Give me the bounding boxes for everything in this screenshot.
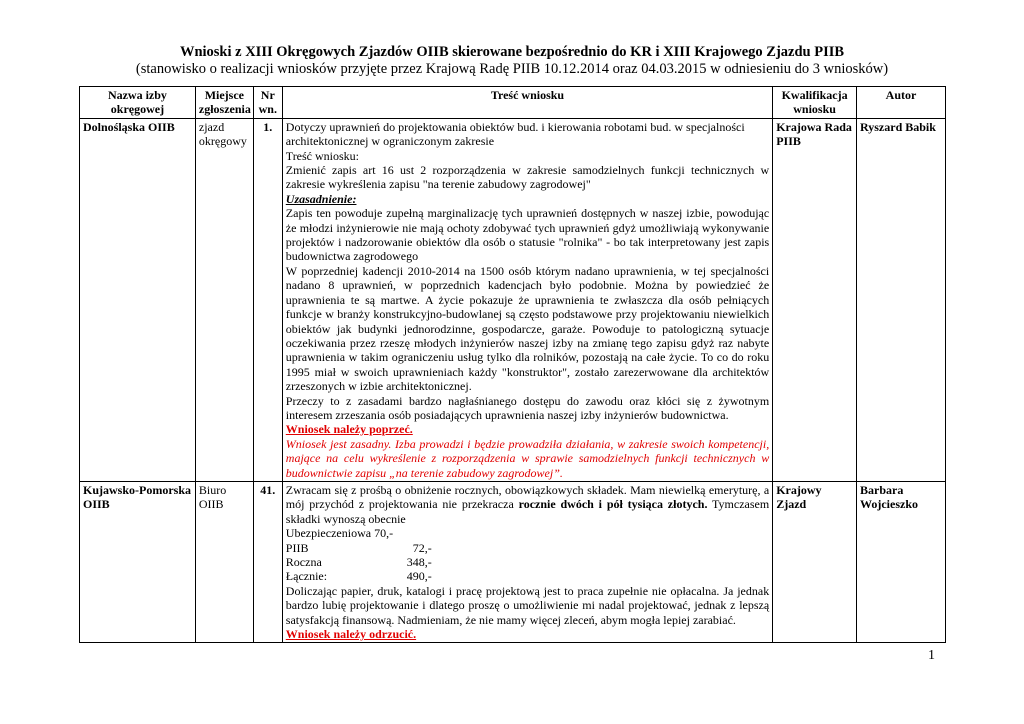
header-tresc: Treść wniosku bbox=[282, 87, 772, 119]
cell-nr: 1. bbox=[253, 118, 282, 481]
table-row bbox=[80, 118, 946, 481]
cell-tresc bbox=[282, 481, 772, 642]
fee-amount: 72,- bbox=[412, 540, 432, 555]
fee-amount: 348,- bbox=[406, 555, 432, 569]
document-title: Wnioski z XIII Okręgowych Zjazdów OIIB skierowane bezpośrednio do KR i XIII Krajowego Zjazdu PIIB bbox=[179, 44, 845, 60]
decision-text: Wniosek należy odrzucić. bbox=[285, 627, 417, 642]
motion-text-bold: rocznie dwóch i pół tysiąca złotych. bbox=[518, 497, 708, 512]
document-subtitle: (stanowisko o realizacji wniosków przyjęte przez Krajową Radę PIIB 10.12.2014 oraz 04.03.2015 w odniesieniu do 3 wniosków) bbox=[135, 61, 889, 77]
fee-label: PIIB bbox=[285, 540, 309, 555]
cell-kwalifikacja: Krajowa Rada PIIB bbox=[773, 118, 857, 481]
justification-text-3: Przeczy to z zasadami bardzo nagłaśnianego dostępu do zawodu oraz kłóci się z żywotnym interesem zrzeszania osób posiadających uprawnienia naszej izby inżynierów budownictwa. bbox=[285, 393, 770, 422]
fee-label: Łącznie: bbox=[285, 569, 328, 584]
decision-text: Wniosek należy poprzeć. bbox=[285, 422, 413, 437]
cell-izba: Kujawsko-Pomorska OIIB bbox=[80, 481, 196, 642]
header-autor: Autor bbox=[857, 87, 946, 119]
cell-nr: 41. bbox=[253, 481, 282, 642]
header-izba: Nazwa izby okręgowej bbox=[80, 87, 196, 119]
decision-note: Wniosek jest zasadny. Izba prowadzi i będzie prowadziła działania, w zakresie swoich kompetencji, mające na celu wykreślenie z rozporządzenia w sprawie samodzielnych funkcji technicznych w budownictwie zapisu „na terenie zabudowy zagrodowej”. bbox=[285, 436, 770, 480]
fee-row bbox=[286, 541, 769, 555]
fee-label: Ubezpieczeniowa 70,- bbox=[285, 526, 394, 541]
header-kwalifikacja: Kwalifikacja wniosku bbox=[773, 87, 857, 119]
motion-content: Zmienić zapis art 16 ust 2 rozporządzenia w zakresie samodzielnych funkcji technicznych w zakresie wykreślenia zapisu "na terenie zabudowy zagrodowej" bbox=[285, 163, 770, 192]
motion-text-3: Doliczając papier, druk, katalogi i pracę projektową jest to praca zupełnie nie opłacalna. Ja jednak bardzo lubię projektowanie i dlatego proszę o umożliwienie mi nadal projektować, jednak z lepszą satysfakcją finansową. Nadmieniam, że nie mamy więcej zleceń, abym mogła lepiej zarabiać. bbox=[285, 583, 770, 627]
justification-text-1: Zapis ten powoduje zupełną marginalizację tych uprawnień dostępnych w naszej izbie, powodując że młodzi inżynierowie nie mają ochoty zdobywać tych uprawnień gdyż umożliwiają wykonywanie projektów i nadzorowanie obiektów dla osób o statusie "rolnika" - bo tak interpretowany jest zapis budownictwa zagrodowego bbox=[285, 206, 770, 264]
cell-kwalifikacja: Krajowy Zjazd bbox=[773, 481, 857, 642]
header-nr: Nr wn. bbox=[253, 87, 282, 119]
cell-autor: Ryszard Babik bbox=[857, 118, 946, 481]
cell-izba: Dolnośląska OIIB bbox=[80, 118, 196, 481]
cell-miejsce: Biuro OIIB bbox=[195, 481, 253, 642]
motion-content bbox=[286, 483, 769, 526]
cell-autor: Barbara Wojcieszko bbox=[857, 481, 946, 642]
motion-text-2: Tymczasem składki wynoszą obecnie bbox=[285, 497, 770, 526]
table-row bbox=[80, 481, 946, 642]
fee-row bbox=[286, 555, 769, 569]
page-number: 1 bbox=[928, 648, 935, 663]
justification-label: Uzasadnienie: bbox=[285, 191, 357, 206]
fee-amount: 490,- bbox=[406, 569, 432, 584]
fee-label: Roczna bbox=[285, 555, 322, 569]
motions-table bbox=[79, 86, 946, 643]
motion-content-label: Treść wniosku: bbox=[285, 148, 360, 163]
motion-text-1: Zwracam się z prośbą o obniżenie rocznych, obowiązkowych składek. Mam niewielką emeryturę, a mój przychód z projektowania nie przekracza bbox=[285, 482, 770, 512]
justification-text-2: W poprzedniej kadencji 2010-2014 na 1500 osób którym nadano uprawnienia, w tej specjalności nadano 8 uprawnień, w poprzednich kadencjach było podobnie. Można by powiedzieć że uprawnienia te są martwe. A życie pokazuje że uprawnienia te zwłaszcza dla osób pełniących funkcje w branży konstrukcyjno-budowlanej są często podstawowe przy projektowaniu niewielkich obiektów jak budynki jednorodzinne, gospodarcze, garaże. Powoduje to patologiczną sytuacje oczekiwania przez rzeszę młodych inżynierów naszej izby na zmianę tego zapisu gdyż raz nabyte uprawnienia w takim ograniczeniu usług tylko dla rolników, pozostają na całe życie. To co do roku 1995 miał w swoich uprawnieniach każdy "konstruktor", zostało zarezerwowane dla architektów zrzeszonych w izbie architektonicznej. bbox=[285, 263, 770, 394]
table-header-row bbox=[80, 87, 946, 119]
motion-subject: Dotyczy uprawnień do projektowania obiektów bud. i kierowania robotami bud. w specjalności architektonicznej w ograniczonym zakresie bbox=[285, 119, 745, 149]
header-miejsce: Miejsce zgłoszenia bbox=[195, 87, 253, 119]
fee-row bbox=[286, 569, 769, 583]
cell-tresc bbox=[282, 118, 772, 481]
cell-miejsce: zjazd okręgowy bbox=[195, 118, 253, 481]
fee-row bbox=[286, 526, 769, 540]
